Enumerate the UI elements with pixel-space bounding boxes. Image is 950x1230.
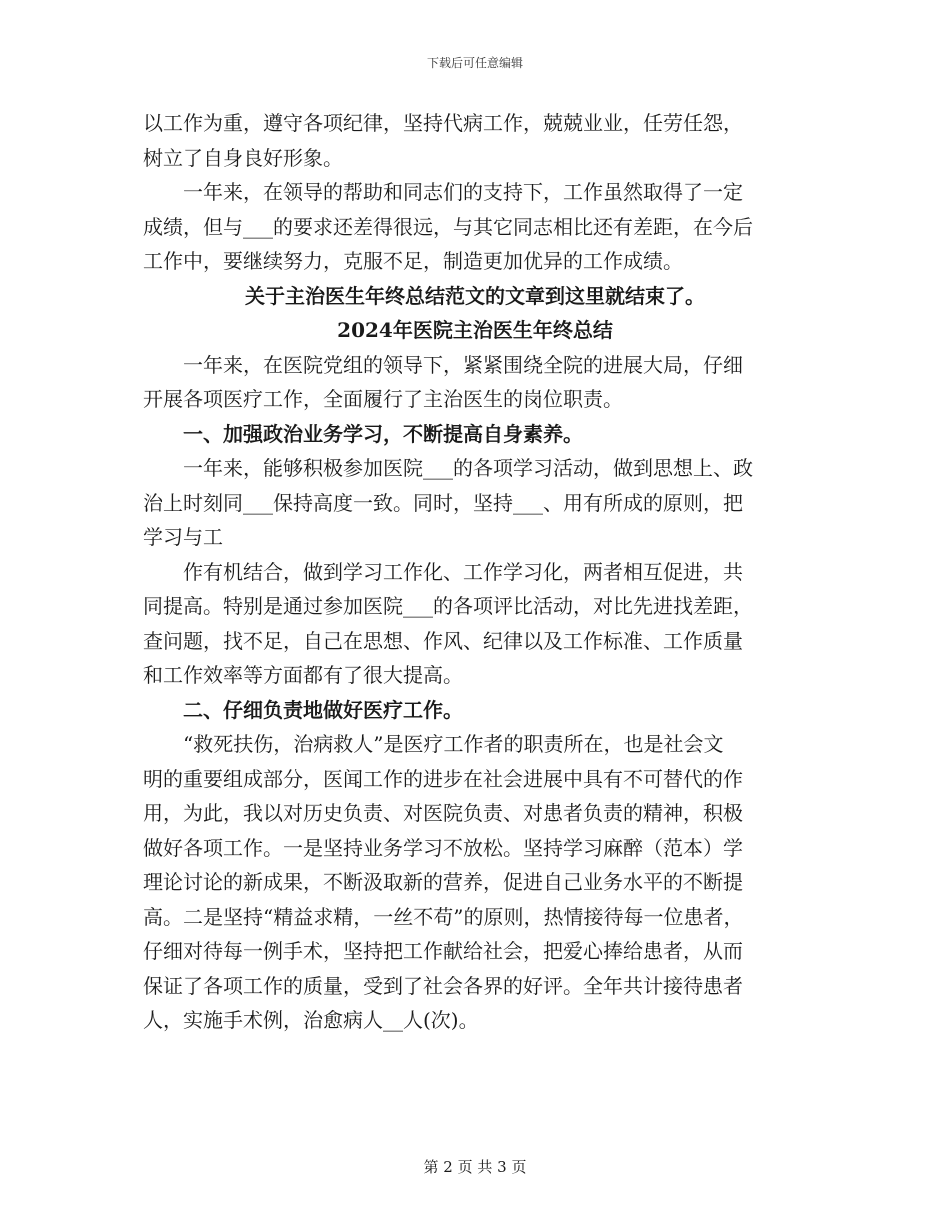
text-line: 2024年医院主治医生年终总结 <box>337 318 613 342</box>
document-body <box>143 106 807 1038</box>
text-line: 和工作效率等方面都有了很大提高。 <box>143 663 463 687</box>
text-line: 树立了自身良好形象。 <box>143 145 343 170</box>
page-header: 下载后可任意编辑 <box>426 56 523 70</box>
text-line: 以工作为重，遵守各项纪律，坚持代病工作，兢兢业业，任劳任怨， <box>143 111 743 135</box>
text-line: 人，实施手术例，治愈病人__人(次)。 <box>143 1008 479 1032</box>
text-line: 保证了各项工作的质量，受到了社会各界的好评。全年共计接待患者 <box>143 973 743 998</box>
text-line: 仔细对待每一例手术，坚持把工作献给社会，把爱心捧给患者，从而 <box>143 939 743 963</box>
text-line: 一年来，在医院党组的领导下，紧紧围绕全院的进展大局，仔细 <box>183 352 743 377</box>
text-line: 作有机结合，做到学习工作化、工作学习化，两者相互促进，共 <box>183 559 743 584</box>
text-line: 一年来，能够积极参加医院___的各项学习活动，做到思想上、政 <box>183 456 753 480</box>
text-line: 做好各项工作。一是坚持业务学习不放松。坚持学习麻醉（范本）学 <box>143 835 743 860</box>
text-line: 查问题，找不足，自己在思想、作风、纪律以及工作标准、工作质量 <box>143 628 743 653</box>
text-line: 二、仔细负责地做好医疗工作。 <box>183 697 463 722</box>
text-line: “救死扶伤，治病救人”是医疗工作者的职责所在，也是社会文 <box>183 732 724 756</box>
text-line: 一年来，在领导的帮助和同志们的支持下，工作虽然取得了一定 <box>183 180 743 204</box>
text-line: 关于主治医生年终总结范文的文章到这里就结束了。 <box>245 283 705 308</box>
text-line: 高。二是坚持“精益求精，一丝不苟”的原则，热情接待每一位患者， <box>143 904 744 929</box>
page-footer: 第 2 页 共 3 页 <box>423 1158 527 1176</box>
text-line: 学习与工 <box>143 525 223 549</box>
text-line: 治上时刻同___保持高度一致。同时，坚持___、用有所成的原则，把 <box>143 490 743 515</box>
text-line: 成绩，但与___的要求还差得很远，与其它同志相比还有差距，在今后 <box>143 214 753 239</box>
text-line: 明的重要组成部分，医闻工作的进步在社会进展中具有不可替代的作 <box>143 766 743 791</box>
text-line: 理论讨论的新成果，不断汲取新的营养，促进自己业务水平的不断提 <box>143 870 743 894</box>
text-line: 开展各项医疗工作，全面履行了主治医生的岗位职责。 <box>143 387 623 411</box>
text-line: 一、加强政治业务学习，不断提高自身素养。 <box>183 421 583 446</box>
text-line: 用，为此，我以对历史负责、对医院负责、对患者负责的精神，积极 <box>143 801 743 825</box>
text-line: 同提高。特别是通过参加医院___的各项评比活动，对比先进找差距， <box>143 594 753 618</box>
text-line: 工作中，要继续努力，克服不足，制造更加优异的工作成绩。 <box>143 249 683 273</box>
